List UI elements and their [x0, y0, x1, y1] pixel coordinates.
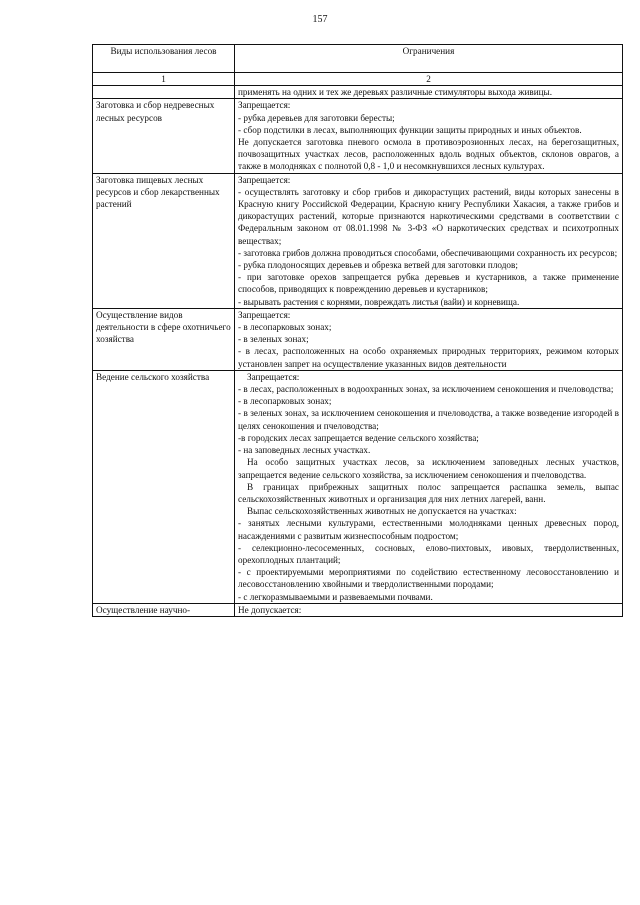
- row-type: Заготовка пищевых лесных ресурсов и сбор лекарственных растений: [93, 173, 235, 308]
- restriction-line: - селекционно-лесосеменных, сосновых, елово-пихтовых, ивовых, твердолиственных, орехоплодных плантаций;: [238, 542, 619, 565]
- restriction-line: - с проектируемыми мероприятиями по содействию естественному лесовосстановлению и лесовосстановлению хвойными и твердолиственными породами;: [238, 567, 619, 590]
- restriction-line: Запрещается:: [238, 174, 291, 185]
- row-restrictions: [235, 173, 623, 308]
- restriction-line: - в лесопарковых зонах;: [238, 322, 332, 333]
- table-row: [93, 99, 623, 173]
- table-row: [93, 603, 623, 616]
- restriction-line: - в лесах, расположенных на особо охраняемых природных территориях, режимом которых установлен запрет на осуществление указанных видов деятельности: [238, 346, 619, 369]
- number-row: [93, 73, 623, 86]
- restriction-line: применять на одних и тех же деревьях различные стимуляторы выхода живицы.: [238, 87, 553, 98]
- restriction-line: - в зеленых зонах, за исключением сенокошения и пчеловодства, а также возведение изгородей в целях сенокошения и пчеловодства;: [238, 408, 619, 431]
- header-col1: Виды использования лесов: [93, 45, 235, 73]
- table-row: [93, 173, 623, 308]
- restriction-line: На особо защитных участках лесов, за исключением заповедных лесных участков, запрещается ведение сельского хозяйства, за исключением сенокошения и пчеловодства.: [238, 457, 619, 480]
- row-type: Осуществление научно-: [93, 603, 235, 616]
- row-type: [93, 86, 235, 99]
- row-restrictions: [235, 99, 623, 173]
- row-restrictions: [235, 603, 623, 616]
- page-number: 157: [312, 14, 328, 25]
- restriction-line: Не допускается:: [238, 604, 302, 615]
- row-type: Осуществление видов деятельности в сфере охотничьего хозяйства: [93, 308, 235, 370]
- restriction-line: Не допускается заготовка пневого осмола в противоэрозионных лесах, на берегозащитных, почвозащитных участках лесов, расположенных вдоль водных объектов, склонов оврагов, а также в молодняках с полнотой 0,8 - 1,0 и несомкнувшихся лесных культурах.: [238, 137, 619, 172]
- table-row: [93, 370, 623, 603]
- row-type: Заготовка и сбор недревесных лесных ресурсов: [93, 99, 235, 173]
- restriction-line: Запрещается:: [238, 309, 291, 320]
- header-col2: Ограничения: [235, 45, 623, 73]
- restriction-line: - занятых лесными культурами, естественными молодняками ценных древесных пород, насаждениями с развитым жизнеспособным подростом;: [238, 518, 619, 541]
- restriction-line: - сбор подстилки в лесах, выполняющих функции защиты природных и иных объектов.: [238, 124, 582, 135]
- restriction-line: Запрещается:: [238, 100, 291, 111]
- row-restrictions: [235, 370, 623, 603]
- table-row: [93, 86, 623, 99]
- row-restrictions: [235, 86, 623, 99]
- restriction-line: - при заготовке орехов запрещается рубка деревьев и кустарников, а также применение способов, приводящих к повреждению деревьев и кустарников;: [238, 272, 619, 295]
- restriction-line: - в зеленых зонах;: [238, 334, 309, 345]
- restriction-line: - с легкоразмываемыми и развеваемыми почвами.: [238, 591, 433, 602]
- restriction-line: - заготовка грибов должна проводиться способами, обеспечивающими сохранность их ресурсов;: [238, 247, 618, 258]
- header-row: [93, 45, 623, 73]
- table-row: [93, 308, 623, 370]
- restriction-line: - вырывать растения с корнями, повреждать листья (вайи) и корневища.: [238, 296, 520, 307]
- restriction-line: Запрещается:: [247, 371, 300, 382]
- row-type: Ведение сельского хозяйства: [93, 370, 235, 603]
- restriction-line: - в лесах, расположенных в водоохранных зонах, за исключением сенокошения и пчеловодства;: [238, 384, 614, 395]
- restrictions-table: [92, 44, 623, 617]
- restriction-line: - рубка плодоносящих деревьев и обрезка ветвей для заготовки плодов;: [238, 260, 518, 271]
- restriction-line: - рубка деревьев для заготовки бересты;: [238, 112, 395, 123]
- restriction-line: - в лесопарковых зонах;: [238, 396, 332, 407]
- row-restrictions: [235, 308, 623, 370]
- restriction-line: Выпас сельскохозяйственных животных не допускается на участках:: [247, 506, 517, 517]
- restriction-line: -в городских лесах запрещается ведение сельского хозяйства;: [238, 432, 479, 443]
- restriction-line: - осуществлять заготовку и сбор грибов и дикорастущих растений, виды которых занесены в Красную книгу Российской Федерации, Красную книгу Республики Хакасия, а также грибов и дикорастущих растений, которые признаются наркотическими средствами в соответствии с Федеральным законом от 08.01.1998 № 3-ФЗ «О наркотических средствах и психотропных веществах;: [238, 186, 619, 246]
- number-col2: 2: [235, 73, 623, 86]
- restriction-line: - на заповедных лесных участках.: [238, 445, 371, 456]
- number-col1: 1: [93, 73, 235, 86]
- restriction-line: В границах прибрежных защитных полос запрещается распашка земель, выпас сельскохозяйственных животных и организация для них летних лагерей, ванн.: [238, 481, 619, 504]
